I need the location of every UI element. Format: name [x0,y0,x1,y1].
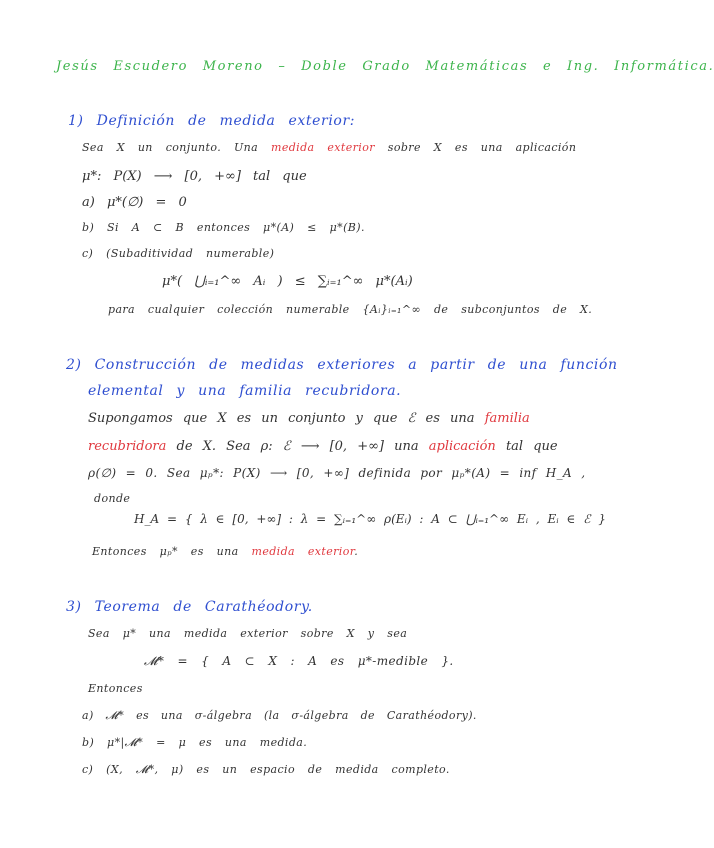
term-medida-exterior: medida exterior [271,141,375,154]
s2-line-5 [92,546,358,557]
s2-line-3: ρ(∅) = 0. Sea μₚ*: P(X) ⟶ [0, +∞] definida por μₚ*(A) = inf H_A , [88,466,586,480]
s1-item-a: a) μ*(∅) = 0 [82,195,187,210]
s1-line-1-start: Sea X un conjunto. Una [82,141,271,154]
s2-line-4: donde [94,492,131,505]
section-2-title-2: elemental y una familia recubridora. [88,383,402,399]
s3-item-a: a) 𝓜* es una σ-álgebra (la σ-álgebra de Carathéodory). [82,709,477,722]
s2-line-5-start: Entonces μₚ* es una [92,545,252,558]
s2-line-1-start: Supongamos que X es un conjunto y que ℰ es una [88,411,485,426]
s2-line-5-end: . [354,545,359,558]
section-2-title-1: 2) Construcción de medidas exteriores a partir de una función [66,357,618,373]
s1-line-1-end: sobre X es una aplicación [374,141,577,154]
section-3-title: 3) Teorema de Carathéodory. [66,599,313,615]
s1-formula: μ*( ⋃ᵢ₌₁^∞ Aᵢ ) ≤ ∑ᵢ₌₁^∞ μ*(Aᵢ) [162,274,413,289]
s3-line-1: Sea μ* una medida exterior sobre X y sea [88,627,408,640]
s3-item-b: b) μ*|𝓜* = μ es una medida. [82,736,308,749]
s3-formula: 𝓜* = { A ⊂ X : A es μ*-medible }. [144,654,454,668]
s2-formula: H_A = { λ ∈ [0, +∞] : λ = ∑ᵢ₌₁^∞ ρ(Eᵢ) : A ⊂ ⋃ᵢ₌₁^∞ Eᵢ , Eᵢ ∈ ℰ } [134,512,606,526]
s1-line-1 [82,142,576,153]
s2-line-2-mid: de X. Sea ρ: ℰ ⟶ [0, +∞] una [166,439,429,454]
s3-item-c: c) (X, 𝓜*, μ) es un espacio de medida completo. [82,763,450,776]
term-familia: familia [484,411,530,426]
term-recubridora: recubridora [88,439,167,454]
s1-item-c: c) (Subaditividad numerable) [82,247,275,260]
section-1-title: 1) Definición de medida exterior: [68,113,356,129]
s2-line-2 [88,440,558,453]
s1-line-2: μ*: P(X) ⟶ [0, +∞] tal que [82,169,307,184]
author-header: Jesús Escudero Moreno – Doble Grado Matemáticas e Ing. Informática. [56,59,714,74]
term-aplicacion: aplicación [428,439,496,454]
s1-item-b: b) Si A ⊂ B entonces μ*(A) ≤ μ*(B). [82,221,365,234]
s3-line-2: Entonces [88,682,143,695]
s2-line-2-end: tal que [495,439,558,454]
s1-foot: para cualquier colección numerable {Aᵢ}ᵢ₌₁^∞ de subconjuntos de X. [108,303,593,316]
term-medida-exterior-2: medida exterior [251,545,355,558]
s2-line-1 [88,412,530,425]
